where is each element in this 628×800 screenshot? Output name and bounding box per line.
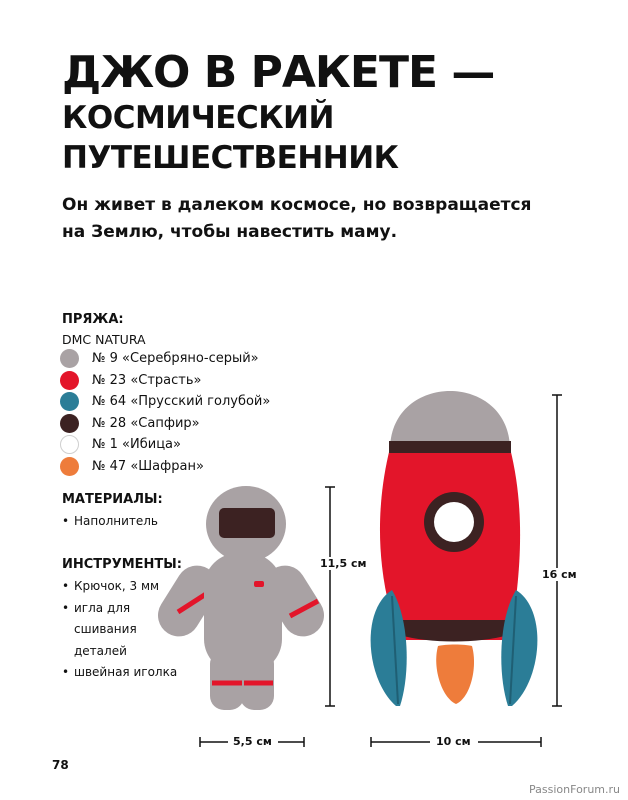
- astronaut-chest-badge: [254, 581, 264, 587]
- yarn-label: № 1 «Ибица»: [92, 437, 181, 453]
- yarn-label: № 47 «Шафран»: [92, 458, 204, 474]
- rocket-window: [434, 502, 474, 542]
- materials-heading: МАТЕРИАЛЫ:: [62, 492, 163, 507]
- yarn-heading: ПРЯЖА:: [62, 312, 124, 327]
- page-number: 78: [52, 758, 69, 772]
- rocket-nose: [390, 391, 510, 448]
- rocket-nose-band: [389, 441, 511, 453]
- rocket-height-label: 16 см: [542, 568, 577, 581]
- tool-label: Крючок, 3 мм: [74, 579, 160, 593]
- rocket-illustration: [371, 391, 538, 706]
- rocket-flame: [436, 645, 474, 705]
- tool-label: швейная иголка: [74, 665, 178, 679]
- astronaut-illustration: [150, 486, 332, 710]
- bullet-marker: •: [62, 514, 70, 528]
- watermark: PassionForum.ru: [529, 783, 620, 796]
- yarn-label: № 28 «Сапфир»: [92, 415, 200, 431]
- tool-label: деталей: [74, 643, 127, 658]
- rocket-width-label: 10 см: [436, 735, 471, 748]
- yarn-label: № 23 «Страсть»: [92, 372, 202, 388]
- tool-label: игла для: [74, 600, 131, 615]
- yarn-label: № 64 «Прусский голубой»: [92, 394, 271, 410]
- bullet-marker: •: [62, 579, 70, 593]
- tools-heading: ИНСТРУМЕНТЫ:: [62, 557, 182, 572]
- bullet-marker: •: [62, 665, 70, 679]
- astronaut-visor: [219, 508, 275, 538]
- tool-label: сшивания: [74, 622, 137, 636]
- title-line-1: ДЖО В РАКЕТЕ —: [62, 47, 495, 98]
- subtitle-line-2: на Землю, чтобы навестить маму.: [62, 222, 398, 242]
- yarn-brand: DMC NATURA: [62, 332, 146, 347]
- title-line-3: ПУТЕШЕСТВЕННИК: [62, 140, 399, 176]
- title-line-2: КОСМИЧЕСКИЙ: [62, 100, 334, 136]
- astronaut-body: [204, 553, 282, 673]
- subtitle-line-1: Он живет в далеком космосе, но возвращается: [62, 195, 532, 215]
- material-label: Наполнитель: [74, 514, 158, 528]
- yarn-label: № 9 «Серебряно-серый»: [92, 351, 259, 367]
- bullet-marker: •: [62, 600, 70, 615]
- astronaut-height-label: 11,5 см: [320, 557, 367, 570]
- astronaut-width-label: 5,5 см: [233, 735, 272, 748]
